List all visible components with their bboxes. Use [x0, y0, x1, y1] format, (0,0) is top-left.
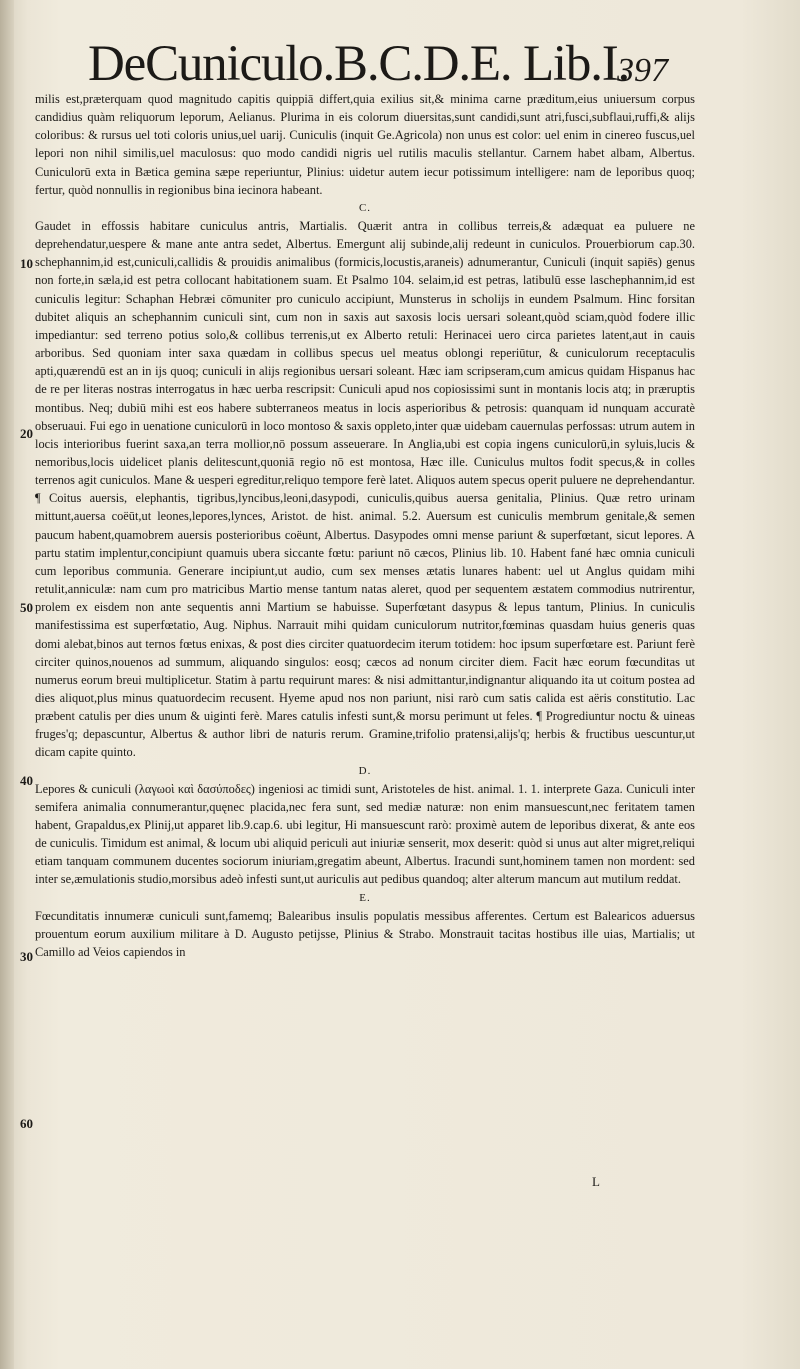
catchword: L — [592, 1174, 600, 1189]
section-heading-c: C. — [358, 201, 372, 214]
paragraph-b: milis est,prӕterquam quod magnitudo capitis quippiā differt,quia exilius sit,& minima carne prӕditum,eius uniuersum corpus candidius quàm reliquorum leporum, Aelianus. Plurima in eis colorum diuersitas,sunt candidi,sunt atri,fusci,subflaui,ruffi,& alijs coloribus: & rursus uel toti coloris unius,uel uarij. Cuniculis (inquit Ge.Agricola) non unus est color: uel enim in cinereo fuscus,uel lepori non nihil similis,uel maculosus: quo modo candidi nigris uel rutilis maculis stellantur. Carnem habet albam, Albertus. Cuniculorū exta in Bӕtica gemina sӕpe reperiuntur, Plinius: uidetur autem iecur potissimum intelligere: nam de leporibus quoq; fertur, quòd nonnullis in regionibus bina iecinora habeant. — [35, 92, 695, 197]
page-gutter — [0, 0, 14, 1369]
margin-line-number: 20 — [20, 426, 33, 441]
paragraph-d: Lepores & cuniculi (λαγωοὶ καὶ δασύποδες) ingeniosi ac timidi sunt, Aristoteles de hist. animal. 1. 1. interprete Gaza. Cuniculi inter semifera animalia connumerantur,quęnec placida,nec fera sunt, sed mediӕ naturӕ: non enim mansuescunt,nec feritatem tamen habent, Grapaldus,ex Plinij,ut apparet lib.9.cap.6. ubi legitur, Hi mansuescunt rarò: proximè autem de leporibus dixerat, & ante eos de cuniculis. Timidum est animal, & locum ubi aliquid periculi aut iniuriӕ senserit, mox deserit: quòd si unus aut alter migret,reliqui etiam tanquam communem ducentes sociorum iniuriam,gregatim abeunt, Albertus. Iracundi sunt,hominem tamen non mordent: sed inter se,ӕmulationis studio,morsibus adeò infesti sunt,ut auriculis aut pedibus quandoq; alter alterum mancum aut mutilum reddat. — [35, 781, 695, 887]
paragraph-c: Gaudet in effossis habitare cuniculus antris, Martialis. Quӕrit antra in collibus terreis,& adӕquat ea puluere ne deprehendatur,uespere & mane ante antra sedet, Albertus. Emergunt alij subinde,alij redeunt in cuniculos. Prouerbiorum cap.30. schephannim,id est,cuniculi,callidis & prouidis animalibus (formicis,locustis,araneis) adnumerantur, Cuniculi (inquit sapiēs) genus non forte,in sӕla,id est petra collocant habitationem suam. Et Psalmo 104. selaim,id est petras, latibulū esse laschephannim,id est cuniculis legitur: Schaphan Hebrӕi cōmuniter pro cuniculo accipiunt, Munsterus in scholijs in eundem Psalmum. Hinc forsitan dubitet aliquis an schephannim cuniculi sint, cum non in saxis aut saxosis locis uersari soleant,quòd sciam,quòd fodere illic impediantur: sed terreno potius solo,& collibus terrenis,ut ex Alberto retuli: Herinacei uero circa parietes latent,aut in cauis arboribus. Sed quoniam inter saxa quӕdam in collibus specus uel meatus oblongi reperiūtur, & cuniculorum receptaculis apti,quӕrendū est an in ijs quoq; cuniculi in alijs regionibus uersari soleant. Hӕc iam scripseram,cum amicus quidam Hispanus hac de re per literas nostras interrogatus in hӕc uerba rescripsit: Cuniculi apud nos copiosissimi sunt in montanis locis atq; in prӕruptis montibus. Neq; dubiū mihi est eos habere subterraneos meatus in locis asperioribus & petrosis: quanquam id nunquam accuratè obseruaui. Fui ego in uenatione cuniculorū in loco montoso & saxis oppleto,inter quӕ uidebam cauernulas perfossas: utrum autem in locis interioribus fuerint saxa,an terra mollior,nō possum asseuerare. In Anglia,ubi est copia ingens cuniculorū,in syluis,lucis & nemoribus,locis uidelicet planis delitescunt,quoniā regio nō est montosa, Hӕc ille. Cuniculus multos fodit specus,& in colles terrenos agit cuniculos. Mane & uesperi egreditur,reliquo tempore ferè latet. Aliquos autem specus operit puluere ne deprehendantur. ¶ Coitus auersis, elephantis, tigribus,lyncibus,leoni,dasypodi, cuniculis,quibus auersa genitalia, Plinius. Quӕ retro urinam mittunt,auersa coëūt,ut leones,lepores,lynces, Aristot. de hist. animal. 5.2. Auersum est cuniculis membrum genitale,& semen paucum habent,quamobrem auersis posterioribus coëunt, Albertus. Dasypodes omni mense pariunt & superfœtant, sicut lepores. A partu statim implentur,concipiunt quamuis ubera siccante fœtu: pariunt nō cӕcos, Plinius lib. 10. Habent fané hӕc omnia cuniculi cum leporibus communia. Generare incipiunt,ut audio, cum sex menses ӕtatis lunares habent: uel ut Anglus quidam mihi retulit,anniculӕ: nam cum pro matricibus Martio mense tantum natas aleret, quod per sequentem ӕstatem commodius nutrirentur, prolem ex eisdem non ante sequentis anni Martium se habuisse. Superfœtant dasypus & lepus tantum, Plinius. In cuniculis manifestissima est superfœtatio, Aug. Niphus. Narrauit mihi quidam cuniculorum nutritor,fœminas quasdam huius generis quas domi alebat,binos aut ternos fœtus enixas, & post dies circiter quatuordecim iterum totidem: hoc ipsum superfœtare est. Pariunt ferè circiter quinos,nouenos ad summum, aliquando singulos: eosq; cӕcos ad nonum circiter diem. Facit hӕc eorum fœcunditas ut numerus eorum breui multiplicetur. Statim à partu requirunt mares: & nisi admittantur,indignantur aliquando ita ut coitum postea ad dies aliquot,plus minus quatuordecim recusent. Hyeme apud nos non pariunt, nisi rarò cum satis calida est aëris constitutio. Lac prӕbent catulis per dies unum & uiginti ferè. Mares catulis infesti sunt,& morsu perimunt ut feles. ¶ Progrediuntur noctu & uineas fruges'q; depascuntur, Albertus & author libri de naturis rerum. Gramine,trifolio pratensi,alijs'q; herbis & fructibus uescuntur,ut dicam capite quinto. — [35, 218, 695, 760]
page-header — [88, 34, 668, 94]
margin-line-number: 10 — [20, 256, 33, 271]
body-text — [35, 90, 695, 961]
margin-line-number: 40 — [20, 773, 33, 788]
page-number: 397 — [617, 52, 668, 89]
margin-line-number: 60 — [20, 1116, 33, 1131]
margin-line-number: 30 — [20, 949, 33, 964]
running-title: DeCuniculo.B.C.D.E. Lib.I. — [88, 36, 630, 92]
margin-line-number: 50 — [20, 600, 33, 615]
section-heading-d: D. — [358, 764, 372, 777]
section-heading-e: E. — [359, 891, 371, 904]
paragraph-e: Fœcunditatis innumerӕ cuniculi sunt,famemq; Balearibus insulis populatis messibus afferentes. Certum est Balearicos aduersus prouentum eorum auxilium militare à D. Augusto petijsse, Plinius & Strabo. Monstrauit tacitas hostibus ille uias, Martialis; ut Camillo ad Veios capiendos in — [35, 908, 695, 959]
